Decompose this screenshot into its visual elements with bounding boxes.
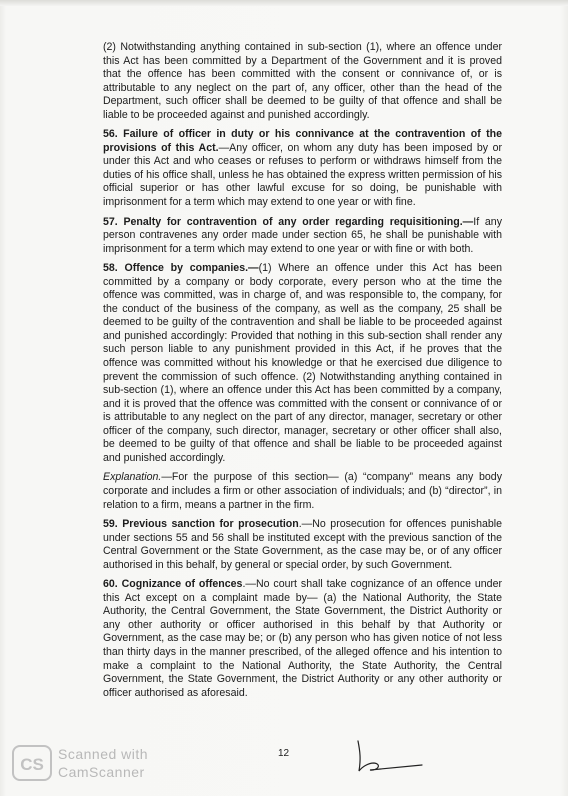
section-56: [103, 128, 502, 209]
watermark-line-1: Scanned with: [58, 746, 149, 762]
section-59-text: .—No prosecution for offences punishable under sections 55 and 56 shall be instituted except with the previous sanction of the Central Government or the State Government, as the case may be, or of any officer authorised in this behalf, by general or special order, by such Government.: [103, 518, 502, 571]
section-56-text: —Any officer, on whom any duty has been imposed by or under this Act and who ceases or refuses to perform or withdraws himself from the duties of his office shall, unless he has obtained the express written permission of his official superior or has other lawful excuse for so doing, be punishable with imprisonment for a term which may extend to one year or with fine.: [103, 141, 502, 209]
paragraph-subsection-2: [103, 41, 502, 122]
section-57-text: If any person contravenes any order made under section 65, he shall be punishable with imprisonment for a term which may extend to one year or with fine or with both.: [103, 215, 502, 255]
camscanner-watermark: [58, 745, 148, 781]
document-body: [103, 41, 502, 706]
watermark-line-2: CamScanner: [58, 764, 145, 780]
section-60-heading: 60. Cognizance of offences: [103, 578, 243, 591]
camscanner-logo-icon: [12, 745, 52, 781]
section-56-heading: 56. Failure of officer in duty or his connivance at the contravention of the provisions of this Act.: [103, 128, 502, 154]
paragraph-text: (2) Notwithstanding anything contained in sub-section (1), where an offence under this Act has been committed by a Department of the Government and it is proved that the offence has been committed with the consent or connivance of, or is attributable to any neglect on the part of, any officer, other than the head of the Department, such officer shall be deemed to be guilty of that offence and shall be liable to be proceeded against and punished accordingly.: [103, 41, 502, 121]
svg-text:CS: CS: [20, 755, 44, 774]
section-60-text: .—No court shall take cognizance of an offence under this Act except on a complaint made by— (a) the National Authority, the State Authority, the Central Government, the State Government, the District Authority or any other authority or officer authorised in this behalf by that Authority or Government, as the case may be; or (b) any person who has given notice of not less than thirty days in the manner prescribed, of the alleged offence and his intention to make a complaint to the National Authority, the State Authority, the Central Government, the State Government, the District Authority or any other authority or officer authorised as aforesaid.: [103, 578, 502, 699]
section-58-text: (1) Where an offence under this Act has been committed by a company or body corporate, every person who at the time the offence was committed, was in charge of, and was responsible to, the company, for the conduct of the business of the company, as well as the company, 25 shall be deemed to be guilty of the contravention and shall be liable to be proceeded against and punished accordingly: Provided that nothing in this sub-section shall render any such person liable to any punishment provided in this Act, if he proves that the offence was committed without his knowledge or that he exercised due diligence to prevent the commission of such offence. (2) Notwithstanding anything contained in sub-section (1), where an offence under this Act has been committed by a company, and it is proved that the offence was committed with the consent or connivance of or is attributable to any neglect on the part of any director, manager, secretary or other officer of the company, such director, manager, secretary or other officer shall also, be deemed to be guilty of that offence and shall be liable to be proceeded against and punished accordingly.: [103, 262, 502, 464]
section-58-explanation: [103, 471, 502, 512]
section-60: [103, 578, 502, 700]
section-59: [103, 518, 502, 572]
section-58: [103, 262, 502, 465]
page-top-edge: [0, 0, 568, 6]
explanation-text: —For the purpose of this section— (a) “company” means any body corporate and includes a firm or other association of individuals; and (b) “director”, in relation to a firm, means a partner in the firm.: [103, 471, 502, 511]
section-57: [103, 216, 502, 257]
signature-image: [352, 737, 427, 777]
explanation-label: Explanation.: [103, 471, 162, 484]
page-number: 12: [278, 748, 290, 759]
section-58-heading: 58. Offence by companies.—: [103, 262, 259, 275]
section-57-heading: 57. Penalty for contravention of any order regarding requisitioning.—: [103, 215, 474, 228]
section-59-heading: 59. Previous sanction for prosecution: [103, 518, 299, 531]
